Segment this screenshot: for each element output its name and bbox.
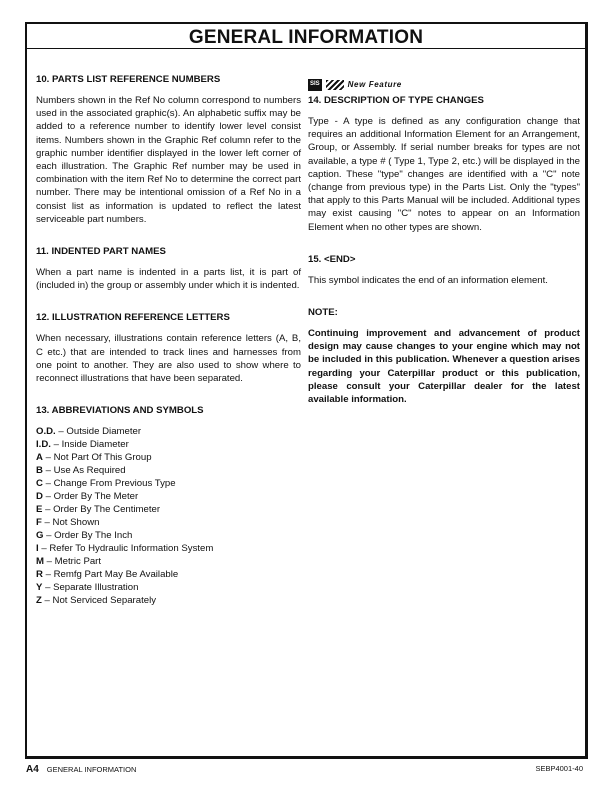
section-heading: 12. ILLUSTRATION REFERENCE LETTERS (36, 312, 230, 324)
section-heading: 10. PARTS LIST REFERENCE NUMBERS (36, 74, 221, 85)
abbreviation-meaning: – Not Serviced Separately (41, 595, 156, 607)
section-11 (36, 246, 301, 292)
section-heading: 14. DESCRIPTION OF TYPE CHANGES (308, 95, 484, 106)
section-body: When a part name is indented in a parts list, it is part of (included in) the group or assembly under which it is indented. (36, 267, 301, 292)
abbreviation-item (36, 529, 301, 542)
abbreviation-code: E (36, 504, 43, 516)
section-15 (308, 254, 580, 287)
abbreviation-code: I.D. (36, 439, 51, 451)
abbreviation-meaning: – Remfg Part May Be Available (42, 569, 179, 581)
abbreviation-code: Z (36, 595, 42, 607)
abbreviation-code: R (36, 569, 43, 581)
page-title: GENERAL INFORMATION (27, 24, 585, 49)
abbreviation-code: D (36, 491, 43, 503)
abbreviation-code: C (36, 478, 43, 490)
page-frame (25, 22, 588, 759)
footer-section: GENERAL INFORMATION (46, 765, 137, 774)
note (308, 307, 580, 406)
section-heading: 13. ABBREVIATIONS AND SYMBOLS (36, 405, 204, 417)
abbreviation-code: I (36, 543, 39, 555)
abbreviation-code: O.D. (36, 426, 56, 438)
section-14 (308, 95, 580, 234)
section-body: Numbers shown in the Ref No column correspond to numbers used in the associated graphic(s). An alphabetic suffix may be added to a reference number to identify lower level consist items. Numbers shown in the Graphic Ref column refer to the graphic number identifier displayed in the lower left corner of each illustration. The Graphic Ref number may be used in combination with the item Ref No to determine the correct part number. There may be intentional omission of a Ref No in a consist list as information is updated to reflect the latest serviceable part numbers. (36, 95, 301, 225)
document-id: SEBP4001-40 (535, 764, 583, 773)
abbreviation-meaning: – Order By The Inch (43, 530, 133, 542)
section-body: Type - A type is defined as any configuration change that requires an additional Information Element for an Arrangement, Group, or Assembly. If serial number breaks for types are not available, a type # ( Type 1, Type 2, etc.) will be displayed in the caption. These "type" changes are identified with a "C" note (change from previous type) in the Parts List. Only the "types" that apply to this Parts Manual will be included. Additional types may exist causing "C" notes to appear on an Information Element when no other types are shown. (308, 116, 580, 233)
abbreviation-item (36, 555, 301, 568)
abbreviation-item (36, 490, 301, 503)
footer-left (26, 764, 136, 775)
abbreviation-meaning: – Change From Previous Type (42, 478, 176, 490)
abbreviation-meaning: – Refer To Hydraulic Information System (38, 543, 214, 555)
abbreviation-meaning: – Use As Required (42, 465, 126, 477)
sis-logo: SIS (308, 79, 322, 91)
section-heading: 11. INDENTED PART NAMES (36, 246, 166, 258)
abbreviation-meaning: – Order By The Meter (42, 491, 139, 503)
abbreviation-code: Y (36, 582, 43, 594)
abbreviation-item (36, 425, 301, 438)
abbreviation-code: M (36, 556, 44, 568)
abbreviation-item (36, 581, 301, 594)
abbreviation-meaning: – Metric Part (44, 556, 102, 568)
abbreviation-item (36, 438, 301, 451)
abbreviation-code: G (36, 530, 44, 542)
section-13 (36, 405, 301, 607)
section-body: This symbol indicates the end of an information element. (308, 274, 548, 286)
note-body: Continuing improvement and advancement of product design may cause changes to your engine which may not be included in this publication. Whenever a question arises regarding your Caterpillar product or this publication, please consult your Caterpillar dealer for the latest available information. (308, 328, 580, 406)
abbreviation-meaning: – Inside Diameter (50, 439, 129, 451)
abbreviation-code: B (36, 465, 43, 477)
abbreviation-item (36, 477, 301, 490)
abbreviation-code: A (36, 452, 43, 464)
section-body: When necessary, illustrations contain reference letters (A, B, C etc.) that are intended to track lines and harnesses from one point to another. They are also used to show where to reconnect illustrations that have been separated. (36, 333, 301, 385)
abbreviation-item (36, 516, 301, 529)
abbreviation-meaning: – Separate Illustration (42, 582, 139, 594)
abbreviation-item (36, 464, 301, 477)
section-10 (36, 74, 301, 226)
abbreviation-code: F (36, 517, 42, 529)
abbreviation-meaning: – Outside Diameter (55, 426, 142, 438)
left-column (36, 72, 301, 627)
page-number: A4 (26, 764, 39, 775)
abbreviation-meaning: – Not Shown (41, 517, 100, 529)
abbreviation-list (36, 425, 301, 607)
abbreviation-item (36, 503, 301, 516)
new-feature-badge (308, 78, 580, 92)
section-12 (36, 312, 301, 385)
stripes-icon (326, 80, 344, 90)
abbreviation-meaning: – Not Part Of This Group (42, 452, 152, 464)
new-feature-label: New Feature (347, 80, 402, 90)
abbreviation-item (36, 451, 301, 464)
abbreviation-item (36, 594, 301, 607)
section-heading: 15. <END> (308, 253, 356, 265)
abbreviation-item (36, 542, 301, 555)
right-column (308, 72, 580, 426)
note-heading: NOTE: (308, 307, 338, 319)
abbreviation-item (36, 568, 301, 581)
abbreviation-meaning: – Order By The Centimeter (42, 504, 161, 516)
